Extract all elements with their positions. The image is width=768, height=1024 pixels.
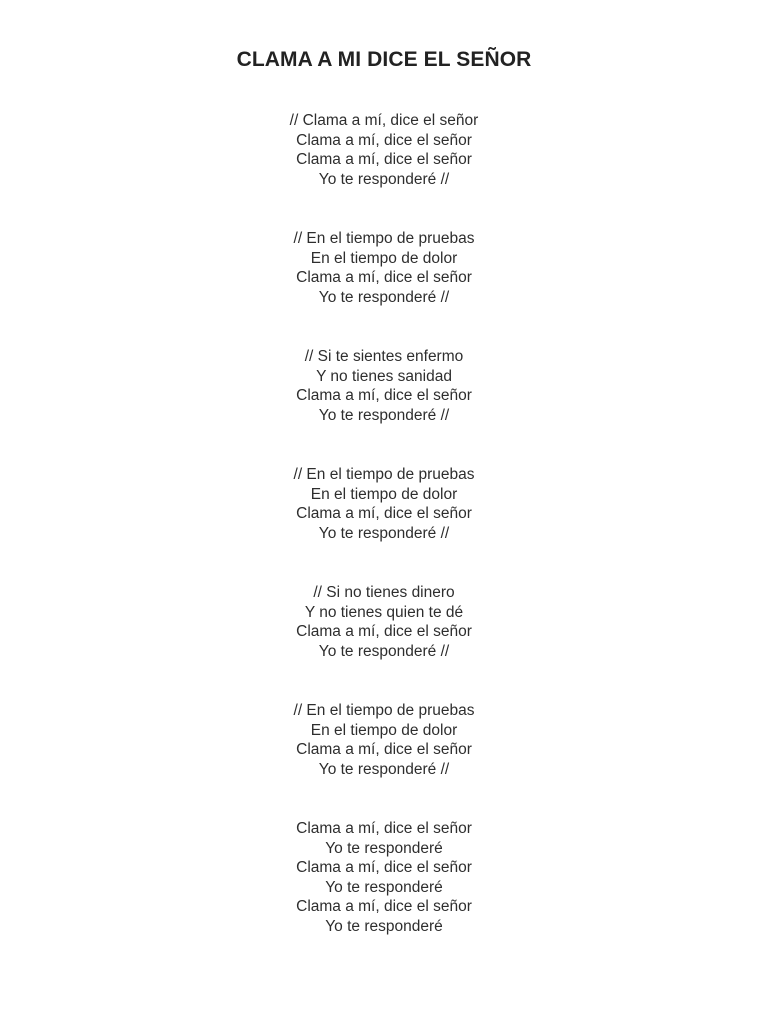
lyric-line: // En el tiempo de pruebas	[293, 230, 475, 247]
lyric-line: // En el tiempo de pruebas	[293, 466, 475, 483]
lyric-line: Clama a mí, dice el señor	[296, 387, 472, 404]
lyric-line: Y no tienes sanidad	[316, 367, 452, 385]
lyric-line: Yo te responderé //	[318, 406, 450, 424]
stanza-6	[0, 701, 768, 779]
lyric-line: En el tiempo de dolor	[310, 485, 458, 503]
lyric-line: Yo te responderé	[325, 917, 443, 935]
stanza-5	[0, 583, 768, 661]
lyric-line: // Clama a mí, dice el señor	[289, 112, 479, 129]
lyric-line: En el tiempo de dolor	[310, 249, 458, 267]
lyrics-body	[0, 111, 768, 936]
lyric-line: // En el tiempo de pruebas	[293, 702, 475, 719]
lyric-line: Y no tienes quien te dé	[304, 603, 464, 621]
lyric-line: Yo te responderé //	[318, 524, 450, 542]
lyric-line: Clama a mí, dice el señor	[296, 131, 472, 149]
stanza-2	[0, 229, 768, 307]
lyric-line: Clama a mí, dice el señor	[296, 859, 472, 876]
lyric-line: Clama a mí, dice el señor	[296, 820, 472, 837]
lyric-line: Yo te responderé //	[318, 642, 450, 660]
stanza-4	[0, 465, 768, 543]
lyric-line: Clama a mí, dice el señor	[296, 151, 472, 168]
lyric-line: Yo te responderé //	[318, 288, 450, 306]
lyric-line: Yo te responderé //	[318, 760, 450, 778]
lyric-line: Clama a mí, dice el señor	[296, 898, 472, 915]
lyric-line: En el tiempo de dolor	[310, 721, 458, 739]
lyric-line: Yo te responderé //	[318, 170, 450, 188]
lyric-line: Clama a mí, dice el señor	[296, 269, 472, 286]
lyric-line: Clama a mí, dice el señor	[296, 505, 472, 522]
stanza-3	[0, 347, 768, 425]
lyric-line: Clama a mí, dice el señor	[296, 623, 472, 640]
stanza-1	[0, 111, 768, 189]
lyric-line: Yo te responderé	[325, 839, 443, 857]
lyric-line: // Si te sientes enfermo	[304, 348, 464, 365]
lyric-line: Clama a mí, dice el señor	[296, 741, 472, 758]
document-title: CLAMA A MI DICE EL SEÑOR	[236, 48, 532, 71]
lyric-line: // Si no tienes dinero	[313, 584, 455, 601]
stanza-7	[0, 819, 768, 936]
lyric-line: Yo te responderé	[325, 878, 443, 896]
